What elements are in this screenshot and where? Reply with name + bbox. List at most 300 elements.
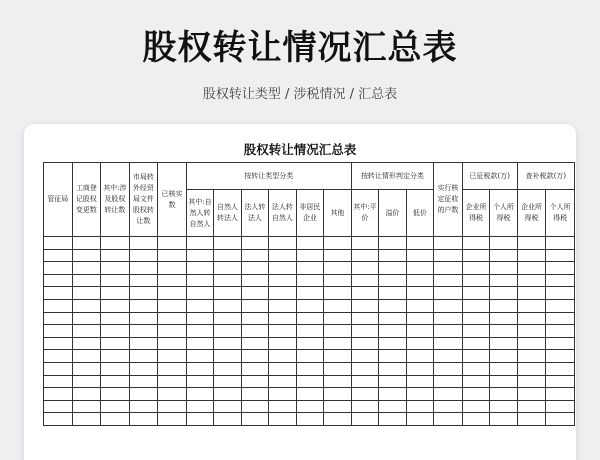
table-cell — [517, 337, 546, 350]
table-cell — [324, 388, 352, 401]
table-cell — [406, 388, 433, 401]
table-cell — [101, 249, 130, 262]
table-cell — [101, 388, 130, 401]
table-cell — [72, 299, 101, 312]
table-cell — [129, 325, 158, 338]
sheet-title: 股权转让情况汇总表 — [243, 142, 357, 157]
table-cell — [517, 325, 546, 338]
table-cell — [490, 350, 517, 363]
table-cell — [490, 274, 517, 287]
table-cell — [158, 325, 187, 338]
table-cell — [379, 388, 406, 401]
table-cell — [241, 337, 268, 350]
table-cell — [546, 262, 575, 275]
table-cell — [434, 299, 463, 312]
table-cell — [241, 362, 268, 375]
table-cell — [406, 249, 433, 262]
table-cell — [490, 413, 517, 426]
table-cell — [186, 312, 213, 325]
table-cell — [434, 262, 463, 275]
table-cell — [517, 413, 546, 426]
header-subcell: 个人所得税 — [546, 190, 575, 237]
table-cell — [186, 299, 213, 312]
table-cell — [129, 413, 158, 426]
table-cell — [72, 388, 101, 401]
table-row — [44, 312, 575, 325]
table-cell — [214, 312, 241, 325]
table-cell — [324, 325, 352, 338]
table-cell — [351, 312, 378, 325]
header-subcell: 非居民企业 — [296, 190, 323, 237]
table-cell — [351, 350, 378, 363]
table-cell — [44, 350, 73, 363]
table-cell — [44, 388, 73, 401]
table-cell — [214, 262, 241, 275]
table-cell — [214, 362, 241, 375]
table-cell — [434, 362, 463, 375]
table-cell — [517, 274, 546, 287]
table-cell — [129, 312, 158, 325]
table-cell — [324, 237, 352, 250]
table-cell — [379, 400, 406, 413]
table-cell — [490, 337, 517, 350]
table-cell — [490, 287, 517, 300]
table-cell — [462, 237, 489, 250]
table-cell — [546, 362, 575, 375]
summary-table — [43, 162, 575, 426]
header-subcell: 其中:平价 — [351, 190, 378, 237]
table-cell — [296, 325, 323, 338]
table-cell — [158, 249, 187, 262]
table-cell — [214, 337, 241, 350]
table-cell — [241, 375, 268, 388]
table-cell — [72, 375, 101, 388]
table-cell — [44, 337, 73, 350]
table-cell — [241, 400, 268, 413]
table-cell — [186, 237, 213, 250]
table-cell — [214, 400, 241, 413]
table-cell — [296, 375, 323, 388]
table-cell — [462, 262, 489, 275]
table-cell — [296, 400, 323, 413]
table-cell — [351, 375, 378, 388]
table-cell — [324, 287, 352, 300]
table-row — [44, 400, 575, 413]
table-cell — [269, 400, 296, 413]
table-cell — [44, 362, 73, 375]
table-cell — [517, 249, 546, 262]
table-cell — [186, 249, 213, 262]
table-cell — [434, 325, 463, 338]
table-row — [44, 325, 575, 338]
table-cell — [379, 237, 406, 250]
table-cell — [101, 312, 130, 325]
table-cell — [214, 350, 241, 363]
table-cell — [351, 325, 378, 338]
table-cell — [462, 413, 489, 426]
table-cell — [324, 350, 352, 363]
table-cell — [101, 337, 130, 350]
table-cell — [462, 375, 489, 388]
table-cell — [546, 337, 575, 350]
table-cell — [462, 400, 489, 413]
table-cell — [129, 237, 158, 250]
table-cell — [379, 274, 406, 287]
table-cell — [101, 375, 130, 388]
table-cell — [406, 337, 433, 350]
table-cell — [434, 350, 463, 363]
table-cell — [406, 375, 433, 388]
header-group: 查补税款(万) — [517, 163, 574, 190]
table-cell — [129, 362, 158, 375]
table-cell — [296, 299, 323, 312]
header-subcell: 企业所得税 — [462, 190, 489, 237]
table-cell — [351, 287, 378, 300]
table-cell — [546, 299, 575, 312]
table-cell — [462, 388, 489, 401]
table-row — [44, 350, 575, 363]
table-cell — [324, 274, 352, 287]
table-cell — [44, 299, 73, 312]
table-cell — [129, 337, 158, 350]
header-subcell: 个人所得税 — [490, 190, 517, 237]
table-cell — [214, 249, 241, 262]
table-cell — [296, 287, 323, 300]
table-cell — [546, 388, 575, 401]
table-cell — [490, 375, 517, 388]
table-cell — [296, 337, 323, 350]
table-cell — [406, 274, 433, 287]
table-cell — [462, 287, 489, 300]
table-row — [44, 287, 575, 300]
table-cell — [379, 350, 406, 363]
header-cell: 实行核定征收的户数 — [434, 163, 463, 237]
header-group: 按转让类型分类 — [186, 163, 351, 190]
table-cell — [72, 362, 101, 375]
table-cell — [72, 249, 101, 262]
table-cell — [546, 237, 575, 250]
header-subcell: 低价 — [406, 190, 433, 237]
table-cell — [44, 249, 73, 262]
table-cell — [72, 274, 101, 287]
table-cell — [269, 237, 296, 250]
table-cell — [101, 325, 130, 338]
table-row — [44, 375, 575, 388]
table-cell — [434, 274, 463, 287]
table-cell — [186, 337, 213, 350]
table-cell — [158, 262, 187, 275]
table-cell — [546, 249, 575, 262]
table-cell — [434, 287, 463, 300]
table-cell — [379, 413, 406, 426]
table-cell — [269, 388, 296, 401]
table-cell — [44, 400, 73, 413]
table-cell — [101, 274, 130, 287]
table-cell — [434, 388, 463, 401]
table-cell — [546, 413, 575, 426]
table-cell — [324, 362, 352, 375]
table-cell — [241, 325, 268, 338]
table-cell — [517, 362, 546, 375]
table-cell — [72, 337, 101, 350]
table-cell — [186, 413, 213, 426]
table-row — [44, 274, 575, 287]
table-cell — [351, 362, 378, 375]
table-cell — [490, 237, 517, 250]
table-cell — [490, 249, 517, 262]
document-preview-card — [24, 124, 576, 460]
table-cell — [406, 325, 433, 338]
table-cell — [214, 237, 241, 250]
table-cell — [101, 350, 130, 363]
table-cell — [72, 350, 101, 363]
table-cell — [269, 325, 296, 338]
table-cell — [351, 274, 378, 287]
table-cell — [269, 312, 296, 325]
table-cell — [351, 237, 378, 250]
table-cell — [296, 350, 323, 363]
table-cell — [462, 325, 489, 338]
table-cell — [129, 350, 158, 363]
table-cell — [434, 249, 463, 262]
table-cell — [186, 375, 213, 388]
table-cell — [379, 337, 406, 350]
header-cell: 市局转外经贸局文件股权转让数 — [129, 163, 158, 237]
table-cell — [462, 299, 489, 312]
table-cell — [351, 388, 378, 401]
table-cell — [490, 312, 517, 325]
table-cell — [241, 249, 268, 262]
table-cell — [351, 337, 378, 350]
table-cell — [406, 287, 433, 300]
header-subcell: 溢价 — [379, 190, 406, 237]
table-cell — [434, 337, 463, 350]
table-cell — [214, 287, 241, 300]
table-cell — [241, 237, 268, 250]
table-cell — [296, 312, 323, 325]
table-cell — [324, 400, 352, 413]
table-cell — [517, 262, 546, 275]
table-cell — [101, 413, 130, 426]
table-cell — [324, 299, 352, 312]
table-cell — [379, 362, 406, 375]
table-cell — [406, 299, 433, 312]
table-cell — [517, 287, 546, 300]
table-cell — [406, 362, 433, 375]
table-cell — [406, 413, 433, 426]
table-cell — [241, 413, 268, 426]
table-cell — [296, 274, 323, 287]
table-cell — [269, 274, 296, 287]
table-row — [44, 413, 575, 426]
table-cell — [269, 350, 296, 363]
table-cell — [296, 262, 323, 275]
header-subcell: 自然人转法人 — [214, 190, 241, 237]
table-cell — [44, 325, 73, 338]
table-cell — [158, 337, 187, 350]
table-cell — [462, 312, 489, 325]
table-cell — [129, 400, 158, 413]
table-cell — [129, 299, 158, 312]
table-cell — [269, 375, 296, 388]
table-cell — [517, 388, 546, 401]
table-cell — [72, 312, 101, 325]
table-cell — [296, 413, 323, 426]
table-cell — [546, 325, 575, 338]
table-cell — [101, 362, 130, 375]
table-cell — [214, 388, 241, 401]
table-cell — [158, 362, 187, 375]
table-cell — [269, 249, 296, 262]
table-cell — [214, 274, 241, 287]
table-cell — [186, 262, 213, 275]
table-cell — [462, 337, 489, 350]
table-cell — [434, 312, 463, 325]
header-cell: 工商登记股权变更数 — [72, 163, 101, 237]
table-cell — [434, 400, 463, 413]
table-cell — [379, 249, 406, 262]
header-subcell: 其他 — [324, 190, 352, 237]
table-cell — [158, 299, 187, 312]
table-cell — [546, 274, 575, 287]
header-cell: 管征局 — [44, 163, 73, 237]
table-row — [44, 237, 575, 250]
header-group: 已征税款(万) — [462, 163, 517, 190]
table-cell — [44, 375, 73, 388]
table-cell — [406, 312, 433, 325]
header-group: 按转让情形判定分类 — [351, 163, 433, 190]
table-cell — [101, 287, 130, 300]
table-cell — [296, 388, 323, 401]
table-cell — [72, 237, 101, 250]
header-cell: 其中:涉及股权转让数 — [101, 163, 130, 237]
table-cell — [72, 400, 101, 413]
table-cell — [517, 350, 546, 363]
table-cell — [72, 413, 101, 426]
table-cell — [406, 350, 433, 363]
table-cell — [158, 312, 187, 325]
table-cell — [158, 274, 187, 287]
table-cell — [351, 262, 378, 275]
table-cell — [186, 400, 213, 413]
table-cell — [462, 274, 489, 287]
table-cell — [158, 413, 187, 426]
table-cell — [129, 375, 158, 388]
table-cell — [129, 287, 158, 300]
header-subcell: 企业所得税 — [517, 190, 546, 237]
table-cell — [434, 375, 463, 388]
table-cell — [44, 413, 73, 426]
table-cell — [186, 388, 213, 401]
table-cell — [379, 287, 406, 300]
table-cell — [434, 413, 463, 426]
table-cell — [269, 337, 296, 350]
table-cell — [269, 362, 296, 375]
table-cell — [462, 350, 489, 363]
table-cell — [324, 337, 352, 350]
table-cell — [351, 413, 378, 426]
table-cell — [379, 375, 406, 388]
table-cell — [241, 350, 268, 363]
table-cell — [241, 388, 268, 401]
table-cell — [462, 249, 489, 262]
header-subcell: 法人转自然人 — [269, 190, 296, 237]
table-cell — [546, 312, 575, 325]
table-cell — [406, 400, 433, 413]
table-cell — [186, 325, 213, 338]
header-subcell: 法人转法人 — [241, 190, 268, 237]
table-cell — [490, 299, 517, 312]
table-cell — [72, 262, 101, 275]
table-cell — [296, 249, 323, 262]
table-cell — [241, 299, 268, 312]
table-cell — [269, 262, 296, 275]
table-cell — [269, 413, 296, 426]
header-subcell: 其中:自然人转自然人 — [186, 190, 213, 237]
table-cell — [546, 400, 575, 413]
table-cell — [241, 287, 268, 300]
table-cell — [517, 299, 546, 312]
table-cell — [129, 388, 158, 401]
table-cell — [158, 350, 187, 363]
table-cell — [379, 262, 406, 275]
table-cell — [546, 350, 575, 363]
table-cell — [324, 413, 352, 426]
table-cell — [517, 237, 546, 250]
table-cell — [517, 375, 546, 388]
table-cell — [324, 375, 352, 388]
table-cell — [517, 312, 546, 325]
table-cell — [517, 400, 546, 413]
table-cell — [44, 237, 73, 250]
table-cell — [72, 325, 101, 338]
table-cell — [379, 299, 406, 312]
hero-subtitle: 股权转让类型 / 涉税情况 / 汇总表 — [202, 87, 398, 102]
table-row — [44, 388, 575, 401]
table-cell — [462, 362, 489, 375]
table-cell — [101, 400, 130, 413]
table-cell — [44, 312, 73, 325]
table-cell — [296, 237, 323, 250]
table-cell — [214, 325, 241, 338]
table-cell — [158, 287, 187, 300]
table-row — [44, 249, 575, 262]
table-cell — [101, 299, 130, 312]
table-cell — [546, 287, 575, 300]
table-row — [44, 362, 575, 375]
table-cell — [158, 237, 187, 250]
table-cell — [324, 312, 352, 325]
table-cell — [101, 237, 130, 250]
table-cell — [351, 299, 378, 312]
table-cell — [186, 362, 213, 375]
table-cell — [72, 287, 101, 300]
table-cell — [214, 375, 241, 388]
table-cell — [324, 262, 352, 275]
table-cell — [101, 262, 130, 275]
hero-title: 股权转让情况汇总表 — [142, 28, 458, 68]
table-cell — [241, 312, 268, 325]
table-cell — [269, 287, 296, 300]
table-cell — [186, 287, 213, 300]
table-cell — [296, 362, 323, 375]
table-cell — [406, 237, 433, 250]
table-cell — [434, 237, 463, 250]
table-cell — [44, 274, 73, 287]
table-cell — [379, 325, 406, 338]
table-cell — [490, 262, 517, 275]
table-cell — [186, 350, 213, 363]
